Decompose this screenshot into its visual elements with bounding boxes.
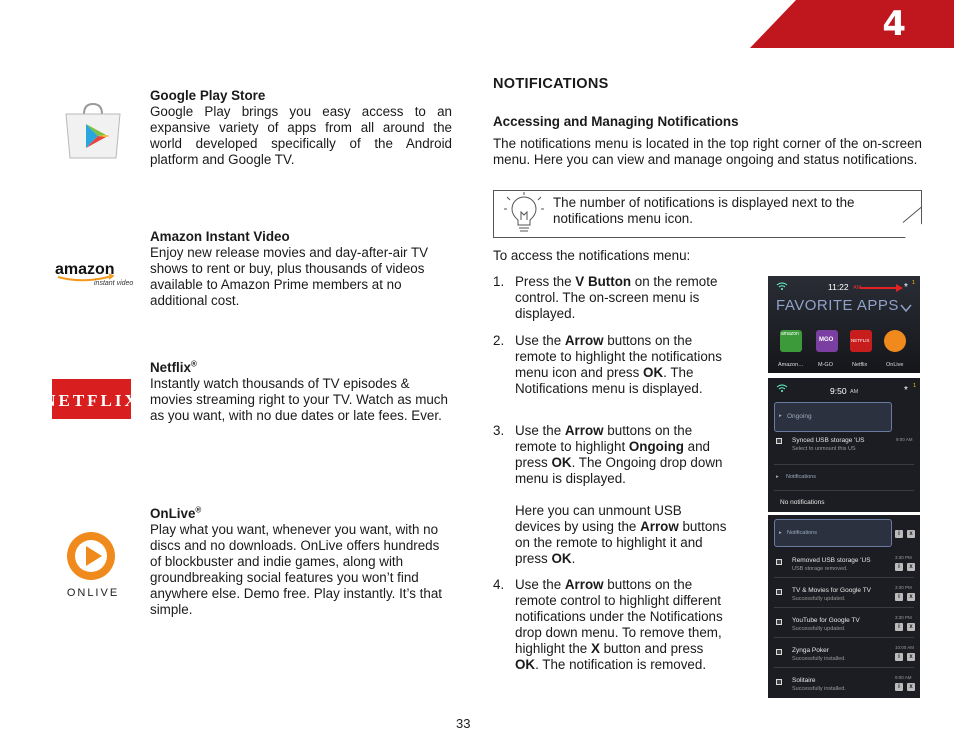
notification-time: 3:30 PM (895, 615, 912, 620)
step-emphasis: Arrow (640, 519, 679, 534)
tile-label: Netflix (852, 362, 868, 368)
notification-title: YouTube for Google TV (792, 617, 860, 624)
notification-subtitle: Successfully updated. (792, 626, 846, 632)
step-text (515, 503, 727, 567)
step-emphasis: OK (643, 365, 664, 380)
usb-title: Synced USB storage 'US (792, 437, 865, 444)
app-title-row (150, 360, 452, 376)
notification-title: TV & Movies for Google TV (792, 587, 871, 594)
clock-time: 11:22 (828, 282, 849, 292)
notification-count-badge: 1 (913, 383, 917, 389)
info-icon[interactable]: i (895, 653, 903, 661)
notification-time: 3:30 PM (895, 555, 912, 560)
step-number: 3. (493, 423, 505, 438)
notification-icon (776, 619, 782, 625)
screenshot-notifications (768, 515, 920, 698)
lead-paragraph: To access the notifications menu: (493, 248, 691, 263)
close-icon[interactable]: x (907, 683, 915, 691)
step-text-run: . The Notifications menu is displayed. (515, 365, 703, 396)
notification-time: 10:00 AM (895, 645, 915, 650)
usb-subtitle: Select to unmount this US (792, 446, 856, 452)
section-title: NOTIFICATIONS (493, 76, 609, 92)
close-icon[interactable]: x (907, 623, 915, 631)
step-text-run: and press (515, 439, 710, 470)
trademark-mark: ® (195, 505, 202, 515)
step-number: 2. (493, 333, 505, 348)
notification-icon (776, 649, 782, 655)
notification-title: Zynga Poker (792, 647, 829, 654)
notification-count-badge: 1 (912, 280, 916, 286)
app-title: Netflix (150, 360, 191, 375)
step-text-run: . The notification is removed. (535, 657, 707, 672)
app-title: Google Play Store (150, 88, 266, 103)
step-number: 4. (493, 577, 505, 592)
app-tile-amazon[interactable] (780, 330, 802, 352)
step-text-run: button and press (599, 641, 704, 656)
step-text (515, 274, 727, 322)
usb-icon (776, 438, 782, 444)
clock-time: 9:50 (830, 386, 847, 396)
wifi-icon (776, 282, 788, 290)
step-emphasis: OK (551, 551, 572, 566)
subheading: Accessing and Managing Notifications (493, 114, 739, 129)
red-arrow-icon (860, 283, 904, 293)
screenshot-ongoing (768, 378, 920, 512)
notifications-star-icon[interactable]: * (904, 385, 908, 396)
amazon-logo-icon (54, 258, 136, 288)
google-play-icon (62, 102, 124, 160)
divider (774, 577, 914, 578)
info-icon[interactable]: i (895, 563, 903, 571)
notifications-section-label[interactable]: Notifications (786, 474, 816, 480)
app-tile-mgo[interactable] (816, 330, 838, 352)
step-text-run: . (571, 551, 576, 566)
step-emphasis: X (590, 641, 600, 656)
close-icon[interactable]: x (907, 530, 915, 538)
notification-subtitle: Successfully updated. (792, 596, 846, 602)
amazon-logo-sub: instant video (94, 280, 134, 287)
notifications-header: Notifications (787, 530, 817, 536)
onlive-logo-word: ONLIVE (66, 587, 120, 599)
chevron-down-icon (900, 304, 912, 312)
tile-mark-mgo: MGO (819, 337, 834, 343)
step-text-run: buttons on the remote to highlight (515, 423, 693, 454)
step-text-run: Use the (515, 577, 565, 592)
screenshot-favorite-apps (768, 276, 920, 373)
app-tile-onlive[interactable] (884, 330, 906, 352)
step-text-run: Here you can unmount USB devices by using the (515, 503, 682, 534)
divider (774, 637, 914, 638)
lightbulb-icon (506, 194, 542, 234)
app-description: Google Play brings you easy access to an expansive variety of apps from all around the world developed specifically of the Android platform and Google TV. (150, 104, 452, 167)
clock-ampm: AM (850, 389, 859, 395)
notification-icon (776, 559, 782, 565)
divider (774, 490, 914, 491)
app-title-row (150, 506, 452, 522)
notifications-dropdown[interactable] (774, 519, 892, 547)
page-number: 33 (456, 716, 471, 731)
info-icon[interactable]: i (895, 623, 903, 631)
info-icon[interactable]: i (895, 530, 903, 538)
step-number: 1. (493, 274, 505, 289)
notification-subtitle: USB storage removed. (792, 566, 848, 572)
step-emphasis: OK (551, 455, 572, 470)
tile-label: M-GO (818, 362, 833, 368)
step-emphasis: Arrow (564, 333, 604, 348)
step-text-run: . The Ongoing drop down menu is displayed. (515, 455, 723, 486)
ongoing-dropdown[interactable] (774, 402, 892, 432)
step-text-run: Use the (515, 333, 565, 348)
step-emphasis: Arrow (564, 577, 604, 592)
tile-label: OnLive (886, 362, 904, 368)
step-text-run: on the remote control. The on-screen menu is displayed. (515, 274, 718, 321)
divider (774, 667, 914, 668)
onlive-logo-icon (58, 528, 128, 600)
app-description: Instantly watch thousands of TV episodes & movies streaming right to your TV. Watch as much as you want, with no due dates or late fees. Ever. (150, 376, 448, 423)
app-tile-netflix[interactable] (850, 330, 872, 352)
app-description: Play what you want, whenever you want, with no discs and no downloads. OnLive offers hundreds of blockbuster and indie games, along with groundbreaking social features you won’t find anywhere else. Demo free. Play instantly. It’s that simple. (150, 522, 443, 617)
notification-subtitle: Successfully installed. (792, 656, 846, 662)
chapter-tab (704, 0, 954, 48)
app-description: Enjoy new release movies and day-after-air TV shows to rent or buy, plus thousands of videos available to Amazon Prime members at no additional cost. (150, 245, 429, 308)
netflix-logo-word: NETFLIX (43, 391, 140, 410)
notification-title: Removed USB storage 'US (792, 557, 871, 564)
step-emphasis: Arrow (564, 423, 604, 438)
divider (774, 464, 914, 465)
favorite-apps-heading: FAVORITE APPS (776, 297, 899, 314)
step-emphasis: OK (515, 657, 536, 672)
notification-title: Solitaire (792, 677, 816, 684)
usb-time: 9:00 AM (896, 437, 913, 442)
intro-paragraph: The notifications menu is located in the top right corner of the on-screen menu. Here you can view and manage ongoing and status notifications. (493, 136, 922, 167)
info-icon[interactable]: i (895, 683, 903, 691)
step-emphasis: Ongoing (628, 439, 684, 454)
app-netflix (150, 360, 452, 424)
no-notifications-text: No notifications (780, 499, 825, 506)
ongoing-label: Ongoing (787, 413, 812, 420)
step-text-run: buttons on the remote to highlight the notifications menu icon and press (515, 333, 722, 380)
app-title: Amazon Instant Video (150, 229, 290, 244)
app-title: OnLive (150, 506, 196, 521)
step-text-run: Use the (515, 423, 565, 438)
step-emphasis: V Button (575, 274, 632, 289)
triangle-icon: ▸ (779, 530, 782, 536)
info-icon[interactable]: i (895, 593, 903, 601)
triangle-icon: ▸ (779, 413, 782, 419)
step-text (515, 423, 727, 487)
tile-mark-netflix: NETFLIX (851, 338, 870, 343)
app-google-play (150, 88, 452, 168)
trademark-mark: ® (190, 359, 197, 369)
tile-mark-amazon: amazon (781, 331, 799, 337)
app-onlive (150, 506, 452, 618)
step-text-run: buttons on the remote control to highlight different notifications under the Notifications drop down menu. To remove them, highlight the (515, 577, 723, 656)
chapter-number: 4 (882, 4, 906, 44)
divider (774, 607, 914, 608)
notification-icon (776, 679, 782, 685)
notification-time: 9:00 AM (895, 675, 912, 680)
close-icon[interactable]: x (907, 593, 915, 601)
step-text-run: buttons on the remote to highlight it and press (515, 519, 727, 566)
step-text-run: Press the (515, 274, 576, 289)
netflix-logo-icon (43, 379, 140, 419)
close-icon[interactable]: x (907, 563, 915, 571)
notification-icon (776, 589, 782, 595)
app-amazon (150, 229, 452, 309)
notifications-star-icon[interactable]: * (904, 282, 908, 293)
notification-subtitle: Successfully installed. (792, 686, 846, 692)
tile-label: Amazon… (778, 362, 804, 368)
triangle-icon: ▸ (776, 474, 779, 480)
clock-ampm: AM (853, 285, 862, 291)
step-text (515, 333, 727, 397)
close-icon[interactable]: x (907, 653, 915, 661)
wifi-icon (776, 384, 788, 392)
step-text (515, 577, 725, 673)
amazon-logo-word: amazon (55, 261, 115, 278)
tip-text: The number of notifications is displayed next to the notifications menu icon. (553, 195, 855, 226)
notification-time: 3:30 PM (895, 585, 912, 590)
